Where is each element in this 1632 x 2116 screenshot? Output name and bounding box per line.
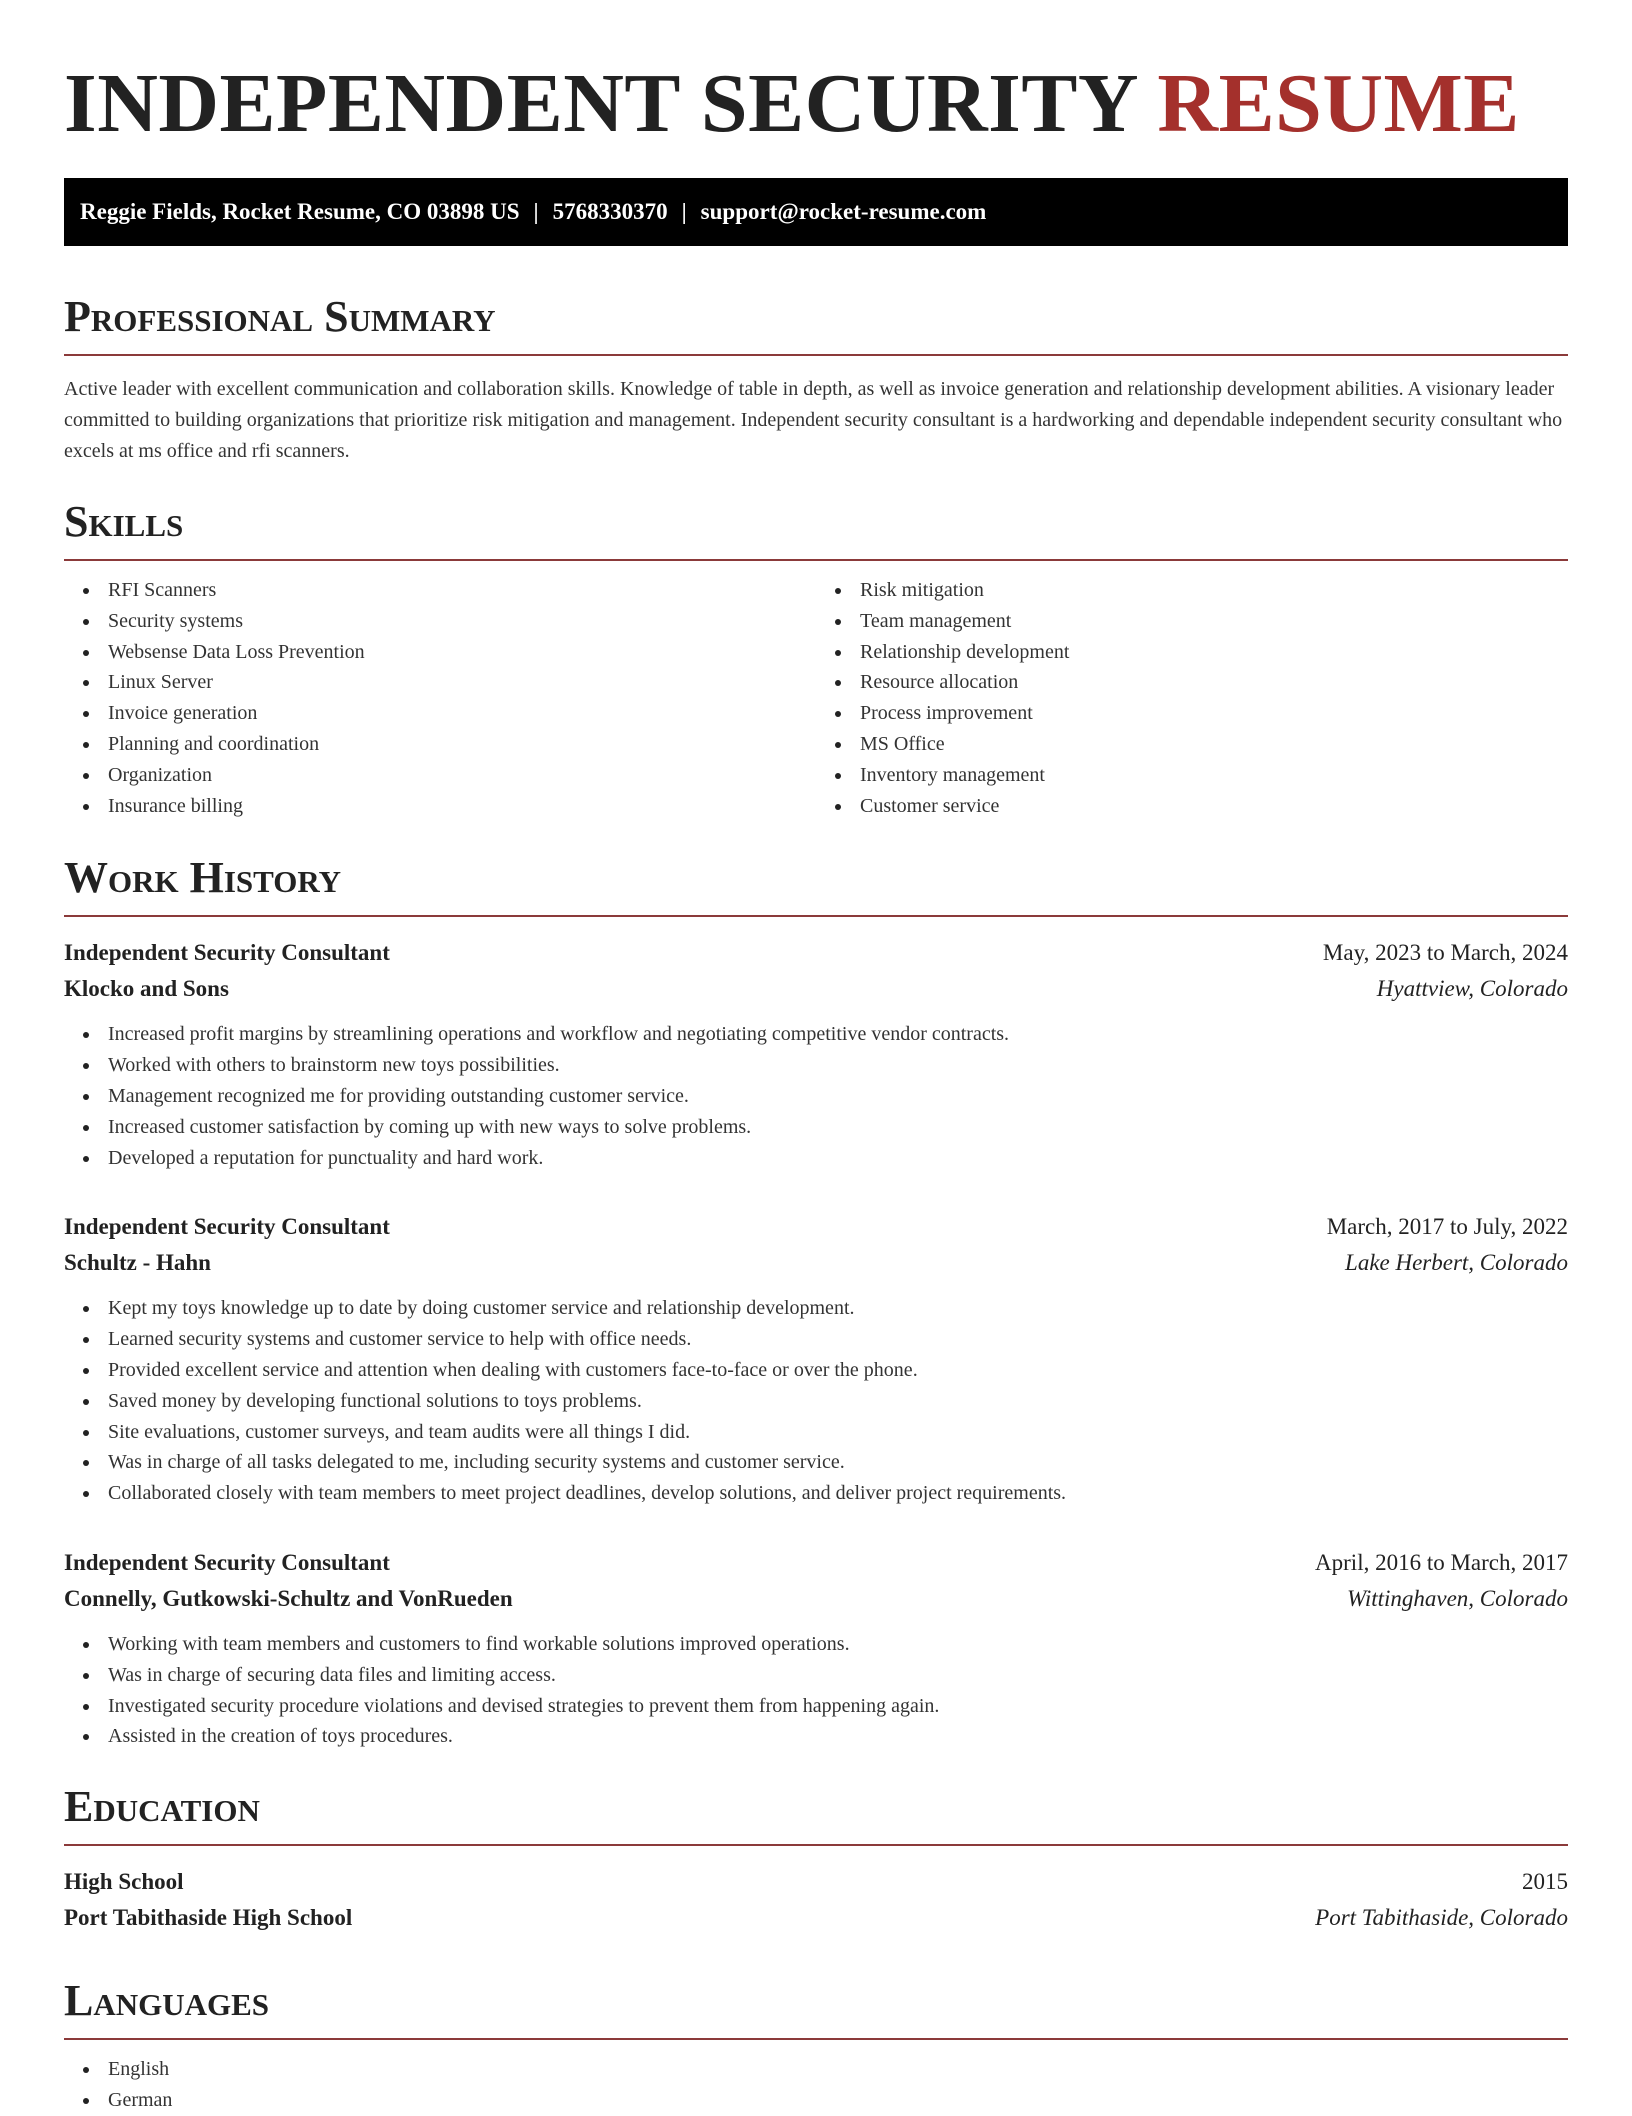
- skill-item: Team management: [816, 606, 1568, 637]
- contact-address: Reggie Fields, Rocket Resume, CO 03898 US: [80, 199, 520, 224]
- skills-list-right: [816, 575, 1568, 821]
- work-history-heading: Work History: [64, 853, 342, 903]
- skill-item: Insurance billing: [64, 791, 816, 822]
- job-header-row: [64, 1209, 1568, 1245]
- contact-separator: |: [533, 199, 539, 224]
- resume-title: [64, 0, 1568, 152]
- job-header-row: [64, 1545, 1568, 1581]
- job-duty: Collaborated closely with team members to meet project deadlines, develop solutions, and deliver project requirements.: [64, 1478, 1568, 1509]
- skill-item: Security systems: [64, 606, 816, 637]
- job-company-row: [64, 1581, 1568, 1617]
- skill-item: Customer service: [816, 791, 1568, 822]
- contact-email[interactable]: support@rocket-resume.com: [700, 199, 987, 224]
- job-header-row: [64, 935, 1568, 971]
- job-duty: Increased customer satisfaction by coming up with new ways to solve problems.: [64, 1112, 1568, 1143]
- languages-list: [64, 2054, 1568, 2116]
- education-location: Port Tabithaside, Colorado: [1315, 1905, 1568, 1931]
- job-entry: [64, 935, 1568, 1173]
- title-main: INDEPENDENT SECURITY: [64, 57, 1136, 150]
- section-divider: [64, 1844, 1568, 1846]
- job-duty: Site evaluations, customer surveys, and team audits were all things I did.: [64, 1417, 1568, 1448]
- education-heading: Education: [64, 1782, 260, 1832]
- job-location: Hyattview, Colorado: [1376, 976, 1568, 1002]
- skill-item: Relationship development: [816, 637, 1568, 668]
- job-duties-list: [64, 1293, 1568, 1509]
- skill-item: RFI Scanners: [64, 575, 816, 606]
- job-dates: May, 2023 to March, 2024: [1322, 940, 1568, 966]
- skill-item: Websense Data Loss Prevention: [64, 637, 816, 668]
- job-duties-list: [64, 1629, 1568, 1752]
- job-duty: Was in charge of all tasks delegated to me, including security systems and customer service.: [64, 1447, 1568, 1478]
- skill-item: Linux Server: [64, 667, 816, 698]
- job-location: Lake Herbert, Colorado: [1345, 1250, 1568, 1276]
- job-duty: Was in charge of securing data files and limiting access.: [64, 1660, 1568, 1691]
- job-location: Wittinghaven, Colorado: [1346, 1585, 1568, 1611]
- skill-item: Resource allocation: [816, 667, 1568, 698]
- section-divider: [64, 354, 1568, 356]
- skills-list-left: [64, 575, 816, 821]
- job-duty: Working with team members and customers to find workable solutions improved operations.: [64, 1629, 1568, 1660]
- job-company-row: [64, 1245, 1568, 1281]
- skills-column-right: [816, 575, 1568, 821]
- section-divider: [64, 2038, 1568, 2040]
- job-dates: April, 2016 to March, 2017: [1315, 1549, 1568, 1575]
- education-school: Port Tabithaside High School: [64, 1905, 353, 1931]
- work-history-section: [64, 851, 1568, 1752]
- job-duty: Kept my toys knowledge up to date by doing customer service and relationship development.: [64, 1293, 1568, 1324]
- job-title: Independent Security Consultant: [64, 940, 390, 966]
- skill-item: Organization: [64, 760, 816, 791]
- education-degree: High School: [64, 1869, 184, 1895]
- skill-item: Invoice generation: [64, 698, 816, 729]
- job-duty: Assisted in the creation of toys procedures.: [64, 1721, 1568, 1752]
- contact-separator: |: [681, 199, 687, 224]
- job-company: Connelly, Gutkowski-Schultz and VonRueden: [64, 1585, 513, 1611]
- skill-item: Inventory management: [816, 760, 1568, 791]
- job-duty: Saved money by developing functional solutions to toys problems.: [64, 1386, 1568, 1417]
- summary-section: [64, 290, 1568, 467]
- contact-phone: 5768330370: [552, 199, 668, 224]
- education-year: 2015: [1522, 1869, 1568, 1895]
- skills-section: [64, 495, 1568, 821]
- section-divider: [64, 559, 1568, 561]
- contact-bar: [64, 178, 1568, 246]
- language-item: English: [64, 2054, 1568, 2085]
- job-duty: Developed a reputation for punctuality and hard work.: [64, 1143, 1568, 1174]
- skills-heading: Skills: [64, 497, 184, 546]
- languages-section: [64, 1974, 1568, 2116]
- summary-heading: Professional Summary: [64, 292, 496, 341]
- job-duty: Management recognized me for providing outstanding customer service.: [64, 1081, 1568, 1112]
- skills-grid: [64, 575, 1568, 821]
- skills-column-left: [64, 575, 816, 821]
- skill-item: Risk mitigation: [816, 575, 1568, 606]
- job-title: Independent Security Consultant: [64, 1214, 390, 1240]
- job-duty: Increased profit margins by streamlining operations and workflow and negotiating competitive vendor contracts.: [64, 1019, 1568, 1050]
- skill-item: Planning and coordination: [64, 729, 816, 760]
- education-degree-row: [64, 1864, 1568, 1900]
- job-duty: Investigated security procedure violations and devised strategies to prevent them from happening again.: [64, 1691, 1568, 1722]
- job-duty: Provided excellent service and attention when dealing with customers face-to-face or over the phone.: [64, 1355, 1568, 1386]
- job-company: Klocko and Sons: [64, 976, 229, 1002]
- language-item: German: [64, 2085, 1568, 2116]
- languages-heading: Languages: [64, 1976, 270, 2026]
- job-dates: March, 2017 to July, 2022: [1326, 1214, 1568, 1240]
- job-company-row: [64, 971, 1568, 1007]
- skill-item: MS Office: [816, 729, 1568, 760]
- education-school-row: [64, 1900, 1568, 1936]
- job-entry: [64, 1545, 1568, 1752]
- job-entry: [64, 1209, 1568, 1509]
- section-divider: [64, 915, 1568, 917]
- job-duties-list: [64, 1019, 1568, 1173]
- job-duty: Worked with others to brainstorm new toys possibilities.: [64, 1050, 1568, 1081]
- job-company: Schultz - Hahn: [64, 1250, 211, 1276]
- title-accent: RESUME: [1157, 57, 1520, 150]
- job-title: Independent Security Consultant: [64, 1549, 390, 1575]
- education-section: [64, 1780, 1568, 1936]
- job-duty: Learned security systems and customer service to help with office needs.: [64, 1324, 1568, 1355]
- education-entry: [64, 1864, 1568, 1936]
- summary-text: Active leader with excellent communication and collaboration skills. Knowledge of table in depth, as well as invoice generation and relationship development abilities. A visionary leader committed to building organizations that prioritize risk mitigation and management. Independent security consultant is a hardworking and dependable independent security consultant who excels at ms office and rfi scanners.: [64, 378, 1563, 462]
- skill-item: Process improvement: [816, 698, 1568, 729]
